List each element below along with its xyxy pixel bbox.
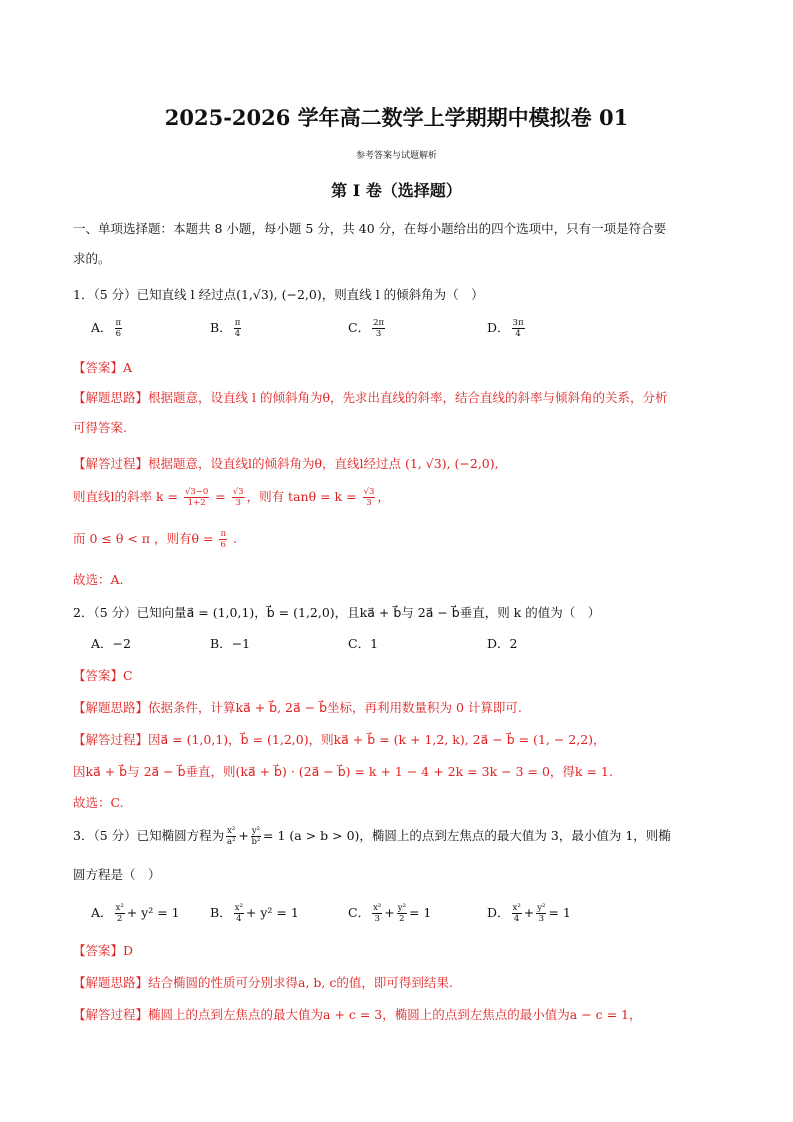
answer-value: C: [123, 668, 133, 683]
q1-idea-line1: [73, 388, 668, 406]
frac-num: y²: [251, 826, 261, 836]
option-label: B．: [210, 320, 232, 335]
part1-instructions-line2: 求的。: [73, 251, 111, 266]
process-text: 而 0 ≤ θ < π ，则有θ =: [73, 531, 218, 546]
option-text: = 1: [548, 905, 571, 920]
frac-den: 3: [375, 329, 382, 339]
option-text: −1: [231, 636, 251, 651]
q1-option-d: [487, 318, 527, 339]
stem-text: 3．（5 分）已知椭圆方程为: [73, 828, 225, 843]
q3-option-c: [348, 903, 431, 924]
option-label: D．: [487, 636, 510, 651]
frac-den: 3: [538, 914, 545, 924]
section-heading: 第 I 卷（选择题）: [331, 181, 462, 200]
q2-option-c: [348, 634, 378, 652]
q1-conclusion: 故选：A.: [73, 572, 124, 587]
idea-text: 结合椭圆的性质可分别求得a, b, c的值，即可得到结果.: [148, 975, 453, 990]
q1-option-a: [91, 318, 124, 339]
frac-num: π: [234, 318, 241, 328]
option-text: 1: [370, 636, 379, 651]
page-title: 2025-2026 学年高二数学上学期期中模拟卷 01: [164, 105, 629, 130]
idea-text: 依据条件，计算ka⃗ + b⃗, 2a⃗ − b⃗坐标，再利用数量积为 0 计算即可.: [148, 700, 522, 715]
q3-answer: [73, 941, 133, 959]
answer-tag: 【答案】: [73, 943, 124, 958]
option-label: D．: [487, 905, 510, 920]
q1-answer: [73, 358, 132, 376]
idea-tag: 【解题思路】: [73, 390, 149, 405]
frac-den: 6: [115, 329, 122, 339]
option-text: + y² = 1: [126, 905, 180, 920]
part1-instructions-line1: 一、单项选择题：本题共 8 小题，每小题 5 分，共 40 分，在每小题给出的四个选项中，只有一项是符合要: [73, 221, 667, 236]
q2-stem: 2．（5 分）已知向量a⃗ = (1,0,1)，b⃗ = (1,2,0)，且ka⃗ + b⃗与 2a⃗ − b⃗垂直，则 k 的值为（ ）: [73, 605, 601, 620]
q1-process-line1: [73, 454, 499, 472]
option-text: −2: [112, 636, 131, 651]
q1-option-c: [348, 318, 387, 339]
q2-idea: [73, 698, 522, 716]
q3-idea: [73, 973, 453, 991]
q3-option-b: [210, 903, 299, 924]
q2-option-d: [487, 634, 517, 652]
q2-conclusion: 故选：C.: [73, 795, 124, 810]
frac-num: √3: [232, 487, 244, 497]
option-label: C．: [348, 320, 371, 335]
option-label: A．: [91, 636, 113, 651]
process-tag: 【解答过程】: [73, 732, 149, 747]
frac-den: 4: [236, 914, 242, 924]
q2-option-a: [91, 634, 131, 652]
frac-num: x²: [512, 903, 521, 913]
process-tag: 【解答过程】: [73, 456, 149, 471]
option-text: = 1: [408, 905, 432, 920]
answer-tag: 【答案】: [73, 360, 124, 375]
process-text: ，: [377, 489, 390, 504]
option-label: C．: [348, 905, 371, 920]
option-text: +: [384, 905, 395, 920]
frac-den: 4: [513, 914, 520, 924]
option-text: +: [523, 905, 535, 920]
q2-process-line1: [73, 730, 606, 748]
frac-den: a²: [227, 837, 236, 847]
option-label: C．: [348, 636, 371, 651]
frac-num: x²: [115, 903, 124, 913]
q1-process-line3: [73, 529, 237, 550]
frac-num: π: [115, 318, 122, 328]
idea-tag: 【解题思路】: [73, 975, 149, 990]
frac-num: x²: [234, 903, 243, 913]
option-label: D．: [487, 320, 510, 335]
option-label: A．: [91, 320, 113, 335]
process-text: 椭圆上的点到左焦点的最大值为a + c = 3，椭圆上的点到左焦点的最小值为a − c = 1，: [148, 1007, 642, 1022]
frac-num: √3: [363, 487, 375, 497]
process-text: 根据题意，设直线l的倾斜角为θ，直线l经过点 (1, √3), (−2,0),: [148, 456, 499, 471]
frac-num: 3π: [512, 318, 524, 328]
frac-num: y²: [397, 903, 406, 913]
page-subtitle: 参考答案与试题解析: [355, 151, 437, 161]
frac-den: 3: [374, 914, 380, 924]
frac-den: 2: [399, 914, 405, 924]
q1-option-b: [210, 318, 243, 339]
option-label: B．: [210, 905, 232, 920]
q1-idea-line2: 可得答案.: [73, 420, 127, 435]
frac-den: 6: [220, 540, 226, 550]
q2-process-line2: 因ka⃗ + b⃗与 2a⃗ − b⃗垂直，则(ka⃗ + b⃗) · (2a⃗ − b⃗) = k + 1 − 4 + 2k = 3k − 3 = 0，得k = 1.: [73, 764, 613, 779]
answer-tag: 【答案】: [73, 668, 124, 683]
q1-process-line2: [73, 487, 390, 508]
option-text: 2: [509, 636, 518, 651]
process-tag: 【解答过程】: [73, 1007, 149, 1022]
frac-den: b²: [251, 837, 261, 847]
answer-value: A: [123, 360, 133, 375]
option-label: A．: [91, 905, 113, 920]
q3-stem-line2: 圆方程是（ ）: [73, 867, 161, 882]
q3-option-a: [91, 903, 180, 924]
idea-tag: 【解题思路】: [73, 700, 149, 715]
frac-num: x²: [227, 826, 236, 836]
q1-stem: 1．（5 分）已知直线 l 经过点(1,√3), (−2,0)，则直线 l 的倾斜角为（ ）: [73, 287, 484, 302]
frac-den: 4: [515, 329, 521, 339]
idea-text: 根据题意，设直线 l 的倾斜角为θ，先求出直线的斜率，结合直线的斜率与倾斜角的关系，分析: [148, 390, 668, 405]
frac-num: π: [220, 529, 227, 539]
option-text: + y² = 1: [245, 905, 299, 920]
answer-value: D: [123, 943, 134, 958]
q3-option-d: [487, 903, 571, 924]
q2-option-b: [210, 634, 250, 652]
process-text: 因a⃗ = (1,0,1)，b⃗ = (1,2,0)，则ka⃗ + b⃗ = (k + 1,2, k), 2a⃗ − b⃗ = (1, − 2,2)，: [148, 732, 606, 747]
frac-den: 2: [116, 914, 123, 924]
frac-den: 3: [366, 498, 372, 508]
process-text: 则直线l的斜率 k =: [73, 489, 182, 504]
option-label: B．: [210, 636, 232, 651]
process-text: ，则有 tanθ = k =: [246, 489, 361, 504]
process-text: =: [211, 489, 230, 504]
frac-num: y²: [537, 903, 546, 913]
q3-process-line1: [73, 1005, 642, 1023]
frac-den: 1+2: [187, 498, 206, 508]
stem-text: = 1 (a > b > 0)，椭圆上的点到左焦点的最大值为 3，最小值为 1，则椭: [263, 828, 671, 843]
q2-answer: [73, 666, 133, 684]
frac-num: 2π: [373, 318, 385, 328]
process-text: .: [229, 531, 237, 546]
frac-num: √3−0: [184, 487, 209, 497]
q3-stem-line1: [73, 826, 671, 847]
frac-den: 3: [235, 498, 241, 508]
frac-den: 4: [234, 329, 241, 339]
frac-num: x²: [373, 903, 382, 913]
stem-text: +: [238, 828, 249, 843]
